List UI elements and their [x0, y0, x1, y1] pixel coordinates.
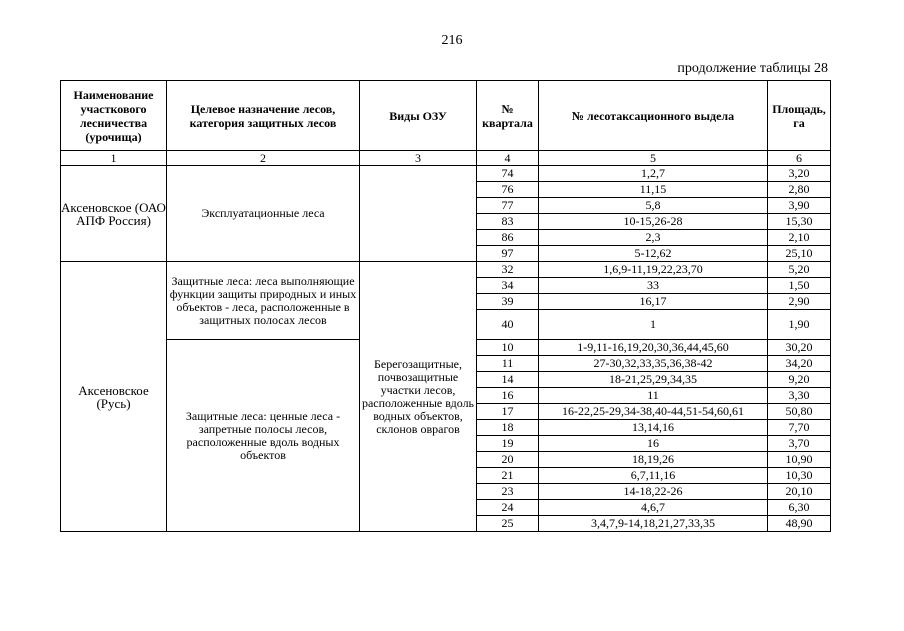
column-number: 5: [539, 151, 768, 166]
plot-cell: 2,3: [539, 230, 768, 246]
area-cell: 6,30: [768, 500, 831, 516]
plot-cell: 10-15,26-28: [539, 214, 768, 230]
purpose-cell: Защитные леса: леса выполняющие функции защиты природных и иных объектов - леса, расположенные в защитных полосах лесов: [167, 262, 360, 340]
plot-cell: 13,14,16: [539, 420, 768, 436]
header-purpose: Целевое назначение лесов, категория защитных лесов: [167, 81, 360, 151]
column-number: 2: [167, 151, 360, 166]
plot-cell: 5-12,62: [539, 246, 768, 262]
header-row: [61, 81, 831, 151]
area-cell: 5,20: [768, 262, 831, 278]
area-cell: 30,20: [768, 340, 831, 356]
plot-cell: 4,6,7: [539, 500, 768, 516]
table-caption: продолжение таблицы 28: [677, 61, 828, 76]
plot-cell: 5,8: [539, 198, 768, 214]
quarter-cell: 16: [477, 388, 539, 404]
area-cell: 10,30: [768, 468, 831, 484]
plot-cell: 27-30,32,33,35,36,38-42: [539, 356, 768, 372]
quarter-cell: 34: [477, 278, 539, 294]
table-row: [61, 166, 831, 182]
plot-cell: 1: [539, 310, 768, 340]
plot-cell: 6,7,11,16: [539, 468, 768, 484]
ozu-cell-empty: [360, 166, 477, 262]
column-number: 3: [360, 151, 477, 166]
area-cell: 9,20: [768, 372, 831, 388]
area-cell: 25,10: [768, 246, 831, 262]
area-cell: 20,10: [768, 484, 831, 500]
quarter-cell: 14: [477, 372, 539, 388]
quarter-cell: 20: [477, 452, 539, 468]
plot-cell: 3,4,7,9-14,18,21,27,33,35: [539, 516, 768, 532]
plot-cell: 11: [539, 388, 768, 404]
area-cell: 10,90: [768, 452, 831, 468]
quarter-cell: 24: [477, 500, 539, 516]
quarter-cell: 23: [477, 484, 539, 500]
area-cell: 3,20: [768, 166, 831, 182]
plot-cell: 1,6,9-11,19,22,23,70: [539, 262, 768, 278]
plot-cell: 16: [539, 436, 768, 452]
area-cell: 50,80: [768, 404, 831, 420]
quarter-cell: 32: [477, 262, 539, 278]
plot-cell: 18,19,26: [539, 452, 768, 468]
column-number: 1: [61, 151, 167, 166]
header-ozu: Виды ОЗУ: [360, 81, 477, 151]
quarter-cell: 11: [477, 356, 539, 372]
quarter-cell: 10: [477, 340, 539, 356]
plot-cell: 18-21,25,29,34,35: [539, 372, 768, 388]
quarter-cell: 40: [477, 310, 539, 340]
column-number: 4: [477, 151, 539, 166]
column-number: 6: [768, 151, 831, 166]
quarter-cell: 97: [477, 246, 539, 262]
quarter-cell: 77: [477, 198, 539, 214]
purpose-cell: Защитные леса: ценные леса - запретные полосы лесов, расположенные вдоль водных объектов: [167, 340, 360, 532]
area-cell: 3,90: [768, 198, 831, 214]
header-quarter: № квартала: [477, 81, 539, 151]
page-number: 216: [441, 33, 463, 48]
forestry-name: Аксеновское (Русь): [61, 262, 167, 532]
purpose-cell: Эксплуатационные леса: [167, 166, 360, 262]
quarter-cell: 74: [477, 166, 539, 182]
quarter-cell: 25: [477, 516, 539, 532]
header-area: Площадь, га: [768, 81, 831, 151]
area-cell: 2,90: [768, 294, 831, 310]
area-cell: 2,10: [768, 230, 831, 246]
quarter-cell: 18: [477, 420, 539, 436]
plot-cell: 1-9,11-16,19,20,30,36,44,45,60: [539, 340, 768, 356]
plot-cell: 33: [539, 278, 768, 294]
area-cell: 34,20: [768, 356, 831, 372]
area-cell: 1,90: [768, 310, 831, 340]
plot-cell: 11,15: [539, 182, 768, 198]
plot-cell: 16,17: [539, 294, 768, 310]
quarter-cell: 76: [477, 182, 539, 198]
table-row: [61, 262, 831, 278]
header-forestry: Наименование участкового лесничества (урочища): [61, 81, 167, 151]
area-cell: 3,30: [768, 388, 831, 404]
header-plot: № лесотаксационного выдела: [539, 81, 768, 151]
quarter-cell: 17: [477, 404, 539, 420]
plot-cell: 16-22,25-29,34-38,40-44,51-54,60,61: [539, 404, 768, 420]
plot-cell: 1,2,7: [539, 166, 768, 182]
area-cell: 48,90: [768, 516, 831, 532]
forest-table: [60, 80, 831, 532]
quarter-cell: 39: [477, 294, 539, 310]
area-cell: 3,70: [768, 436, 831, 452]
quarter-cell: 83: [477, 214, 539, 230]
forestry-name: Аксеновское (ОАО АПФ Россия): [61, 166, 167, 262]
quarter-cell: 19: [477, 436, 539, 452]
area-cell: 1,50: [768, 278, 831, 294]
area-cell: 2,80: [768, 182, 831, 198]
column-number-row: [61, 151, 831, 166]
quarter-cell: 21: [477, 468, 539, 484]
area-cell: 15,30: [768, 214, 831, 230]
area-cell: 7,70: [768, 420, 831, 436]
quarter-cell: 86: [477, 230, 539, 246]
ozu-cell: Берегозащитные, почвозащитные участки лесов, расположенные вдоль водных объектов, склонов оврагов: [360, 262, 477, 532]
plot-cell: 14-18,22-26: [539, 484, 768, 500]
